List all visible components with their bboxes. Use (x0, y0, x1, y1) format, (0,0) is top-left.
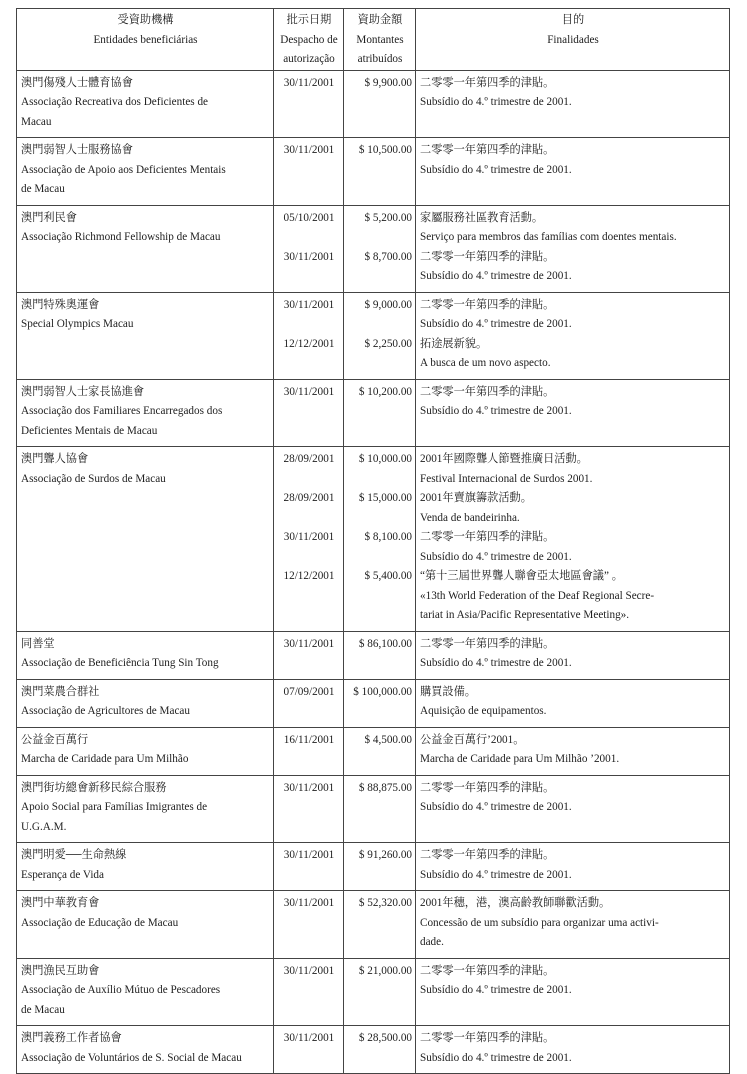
purpose-zh: 購買設備。 (420, 685, 476, 698)
spacer (278, 161, 340, 181)
header-date (274, 9, 344, 71)
grant-date: 30/11/2001 (283, 781, 335, 794)
grant-amount: $ 100,000.00 (353, 685, 412, 698)
spacer (348, 548, 412, 568)
spacer (278, 402, 340, 422)
date-cell (274, 891, 344, 959)
purpose-pt: Festival Internacional de Surdos 2001. (420, 472, 593, 485)
header-amount (344, 9, 416, 71)
entity-name-zh: 澳門中華教育會 (21, 897, 100, 909)
table-row (17, 843, 730, 891)
grant-date: 28/09/2001 (283, 453, 335, 465)
amount-cell (344, 292, 416, 379)
spacer (348, 654, 412, 674)
amount-cell (344, 891, 416, 959)
entity-name-pt: Associação Richmond Fellowship de Macau (21, 231, 221, 243)
table-row (17, 775, 730, 843)
grant-amount: $ 52,320.00 (358, 897, 412, 909)
purpose-zh: 家屬服務社區教育活動。 (420, 211, 544, 224)
spacer (348, 228, 412, 248)
spacer (278, 228, 340, 248)
table-row (17, 379, 730, 447)
header-amount-pt-2: atribuídos (357, 53, 403, 65)
table-row (17, 958, 730, 1026)
spacer (348, 509, 412, 529)
entity-name-pt: Associação Recreativa dos Deficientes de (21, 96, 208, 108)
entity-name-pt: Apoio Social para Famílias Imigrantes de (21, 801, 208, 813)
amount-cell (344, 958, 416, 1026)
spacer (278, 267, 340, 287)
purpose-zh: 二零零一年第四季的津貼。 (420, 250, 555, 263)
entity-name-zh: 澳門街坊總會新移民綜合服務 (21, 781, 167, 794)
date-cell (274, 679, 344, 727)
date-cell (274, 727, 344, 775)
purpose-zh: 二零零一年第四季的津貼。 (420, 385, 555, 398)
grant-date: 16/11/2001 (283, 733, 335, 746)
spacer (348, 315, 412, 335)
header-purpose-pt: Finalidades (547, 33, 599, 46)
entity-name-pt: Associação de Beneficiência Tung Sin Tong (21, 657, 219, 669)
grant-date: 07/09/2001 (283, 685, 335, 698)
spacer (278, 702, 340, 722)
entity-name-pt: Macau (21, 115, 52, 128)
purpose-pt: «13th World Federation of the Deaf Regional Secre- (420, 589, 655, 602)
grant-amount: $ 8,700.00 (364, 250, 412, 263)
date-cell (274, 292, 344, 379)
spacer (348, 866, 412, 886)
header-amount-zh: 資助金額 (357, 14, 403, 26)
purpose-pt: Subsídio do 4.º trimestre de 2001. (420, 657, 572, 669)
grant-date: 05/10/2001 (283, 211, 335, 224)
entity-cell (17, 447, 274, 632)
purpose-pt: Venda de bandeirinha. (420, 511, 520, 524)
grant-amount: $ 9,000.00 (364, 298, 412, 311)
entity-name-zh: 澳門利民會 (21, 211, 77, 224)
entity-cell (17, 1026, 274, 1074)
spacer (278, 93, 340, 113)
entity-cell (17, 70, 274, 138)
entity-cell (17, 138, 274, 206)
entity-name-zh: 澳門菜農合群社 (21, 685, 100, 698)
purpose-pt: Subsídio do 4.º trimestre de 2001. (420, 801, 572, 813)
amount-cell (344, 379, 416, 447)
amount-cell (344, 138, 416, 206)
entity-cell (17, 631, 274, 679)
grant-amount: $ 2,250.00 (364, 337, 412, 350)
entity-name-zh: 同善堂 (21, 637, 55, 650)
amount-cell (344, 679, 416, 727)
purpose-zh: 二零零一年第四季的津貼。 (420, 76, 555, 89)
entity-name-pt: Associação de Surdos de Macau (21, 472, 166, 485)
grant-date: 12/12/2001 (283, 337, 335, 350)
grant-amount: $ 88,875.00 (358, 781, 412, 794)
table-row (17, 138, 730, 206)
spacer (348, 798, 412, 818)
entity-name-pt: de Macau (21, 183, 65, 195)
spacer (348, 981, 412, 1001)
table-row (17, 205, 730, 292)
entity-cell (17, 727, 274, 775)
spacer (278, 981, 340, 1001)
grant-amount: $ 86,100.00 (358, 637, 412, 650)
purpose-cell (416, 775, 730, 843)
spacer (348, 750, 412, 770)
purpose-cell (416, 379, 730, 447)
purpose-cell (416, 679, 730, 727)
spacer (278, 750, 340, 770)
header-date-pt-2: autorização (283, 53, 335, 65)
purpose-zh: 二零零一年第四季的津貼。 (420, 781, 555, 794)
entity-name-zh: 澳門明愛──生命熱線 (21, 849, 127, 861)
grants-table (16, 8, 730, 1074)
header-entities-zh: 受資助機構 (117, 14, 174, 26)
spacer (278, 509, 340, 529)
purpose-cell (416, 447, 730, 632)
grant-amount: $ 21,000.00 (358, 964, 412, 977)
table-row (17, 631, 730, 679)
amount-cell (344, 205, 416, 292)
purpose-zh: 二零零一年第四季的津貼。 (420, 531, 555, 543)
purpose-zh: 二零零一年第四季的津貼。 (420, 298, 555, 311)
table-row (17, 679, 730, 727)
entity-name-zh: 澳門傷殘人士體育協會 (21, 76, 133, 89)
amount-cell (344, 447, 416, 632)
entity-name-pt: Associação de Apoio aos Deficientes Mentais (21, 163, 226, 176)
grant-date: 30/11/2001 (283, 531, 335, 543)
header-purpose-zh: 目的 (561, 14, 585, 26)
entity-cell (17, 775, 274, 843)
spacer (348, 161, 412, 181)
entity-cell (17, 379, 274, 447)
purpose-pt: Subsídio do 4.º trimestre de 2001. (420, 550, 572, 563)
purpose-cell (416, 70, 730, 138)
header-date-pt-1: Despacho de (280, 33, 338, 46)
purpose-pt: Serviço para membros das famílias com doentes mentais. (420, 231, 677, 243)
amount-cell (344, 775, 416, 843)
entity-cell (17, 843, 274, 891)
spacer (348, 354, 412, 374)
date-cell (274, 70, 344, 138)
grant-date: 30/11/2001 (283, 250, 335, 263)
purpose-cell (416, 205, 730, 292)
header-entities (17, 9, 274, 71)
purpose-cell (416, 891, 730, 959)
spacer (278, 866, 340, 886)
grant-date: 30/11/2001 (283, 385, 335, 398)
purpose-pt: A busca de um novo aspecto. (420, 357, 551, 369)
spacer (348, 470, 412, 490)
grant-date: 30/11/2001 (283, 897, 335, 909)
grant-amount: $ 91,260.00 (358, 849, 412, 861)
entity-name-pt: Marcha de Caridade para Um Milhão (21, 753, 189, 765)
spacer (348, 93, 412, 113)
entity-name-pt: Associação dos Familiares Encarregados dos (21, 405, 223, 417)
entity-name-zh: 澳門義務工作者協會 (21, 1032, 122, 1044)
purpose-pt: Subsídio do 4.º trimestre de 2001. (420, 984, 572, 996)
purpose-zh: 2001年賣旗籌款活動。 (420, 492, 532, 504)
purpose-zh: 二零零一年第四季的津貼。 (420, 1032, 555, 1044)
purpose-zh: 二零零一年第四季的津貼。 (420, 849, 555, 861)
amount-cell (344, 70, 416, 138)
date-cell (274, 447, 344, 632)
table-row (17, 447, 730, 632)
purpose-pt: Subsídio do 4.º trimestre de 2001. (420, 270, 572, 282)
purpose-zh: 公益金百萬行’2001。 (420, 733, 525, 746)
header-row (17, 9, 730, 71)
purpose-pt: Subsídio do 4.º trimestre de 2001. (420, 318, 572, 330)
purpose-zh: 2001年國際聾人節暨推廣日活動。 (420, 453, 588, 465)
grant-amount: $ 15,000.00 (358, 492, 412, 504)
spacer (278, 587, 340, 607)
header-purpose (416, 9, 730, 71)
purpose-pt: dade. (420, 936, 444, 948)
spacer (278, 798, 340, 818)
purpose-pt: Subsídio do 4.º trimestre de 2001. (420, 163, 572, 176)
spacer (278, 933, 340, 953)
date-cell (274, 631, 344, 679)
purpose-zh: 二零零一年第四季的津貼。 (420, 964, 555, 977)
purpose-pt: Concessão de um subsídio para organizar uma activi- (420, 916, 659, 929)
header-amount-pt-1: Montantes (356, 33, 404, 46)
amount-cell (344, 1026, 416, 1074)
spacer (348, 606, 412, 626)
purpose-pt: Marcha de Caridade para Um Milhão ’2001. (420, 753, 620, 765)
spacer (278, 548, 340, 568)
grant-date: 30/11/2001 (283, 76, 335, 89)
grant-date: 30/11/2001 (283, 298, 335, 311)
grant-amount: $ 5,400.00 (364, 570, 412, 582)
purpose-cell (416, 292, 730, 379)
entity-name-zh: 公益金百萬行 (21, 733, 89, 746)
spacer (278, 914, 340, 934)
grant-date: 30/11/2001 (283, 849, 335, 861)
purpose-pt: tariat in Asia/Pacific Representative Meeting». (420, 609, 630, 621)
purpose-pt: Aquisição de equipamentos. (420, 705, 547, 717)
entity-name-zh: 澳門弱智人士家長協進會 (21, 385, 145, 398)
header-entities-pt: Entidades beneficiárias (93, 33, 198, 46)
purpose-cell (416, 958, 730, 1026)
spacer (348, 933, 412, 953)
entity-cell (17, 679, 274, 727)
entity-name-pt: Associação de Voluntários de S. Social de Macau (21, 1051, 242, 1064)
entity-name-zh: 澳門漁民互助會 (21, 964, 100, 977)
table-row (17, 1026, 730, 1074)
entity-name-pt: de Macau (21, 1003, 65, 1016)
entity-name-pt: Esperança de Vida (21, 868, 104, 881)
spacer (348, 587, 412, 607)
amount-cell (344, 631, 416, 679)
date-cell (274, 775, 344, 843)
purpose-cell (416, 138, 730, 206)
purpose-cell (416, 727, 730, 775)
date-cell (274, 138, 344, 206)
table-row (17, 292, 730, 379)
spacer (348, 702, 412, 722)
date-cell (274, 958, 344, 1026)
purpose-zh: 二零零一年第四季的津貼。 (420, 637, 555, 650)
amount-cell (344, 843, 416, 891)
entity-cell (17, 205, 274, 292)
spacer (278, 315, 340, 335)
purpose-zh: 2001年穗，港，澳高齡教師聯歡活動。 (420, 897, 611, 909)
entity-name-pt: Special Olympics Macau (21, 318, 134, 330)
purpose-pt: Subsídio do 4.º trimestre de 2001. (420, 96, 572, 108)
purpose-pt: Subsídio do 4.º trimestre de 2001. (420, 405, 572, 417)
grant-amount: $ 10,000.00 (358, 453, 412, 465)
spacer (278, 470, 340, 490)
entity-name-pt: Associação de Auxílio Mútuo de Pescadores (21, 984, 221, 996)
entity-cell (17, 958, 274, 1026)
grant-date: 30/11/2001 (283, 144, 335, 156)
entity-name-pt: Associação de Educação de Macau (21, 916, 179, 929)
spacer (348, 267, 412, 287)
spacer (348, 402, 412, 422)
purpose-pt: Subsídio do 4.º trimestre de 2001. (420, 1051, 572, 1064)
entity-name-pt: Deficientes Mentais de Macau (21, 424, 158, 437)
purpose-zh: 二零零一年第四季的津貼。 (420, 144, 555, 156)
purpose-cell (416, 843, 730, 891)
grant-date: 30/11/2001 (283, 1032, 335, 1044)
grant-amount: $ 10,200.00 (358, 385, 412, 398)
spacer (348, 1049, 412, 1069)
purpose-pt: Subsídio do 4.º trimestre de 2001. (420, 868, 572, 881)
entity-name-pt: U.G.A.M. (21, 820, 67, 833)
grant-date: 28/09/2001 (283, 492, 335, 504)
header-date-zh: 批示日期 (286, 14, 332, 26)
grant-amount: $ 8,100.00 (364, 531, 412, 543)
grant-amount: $ 4,500.00 (364, 733, 412, 746)
date-cell (274, 843, 344, 891)
date-cell (274, 205, 344, 292)
spacer (278, 654, 340, 674)
grant-amount: $ 10,500.00 (358, 144, 412, 156)
purpose-cell (416, 631, 730, 679)
spacer (278, 354, 340, 374)
spacer (278, 606, 340, 626)
spacer (348, 914, 412, 934)
date-cell (274, 379, 344, 447)
grant-amount: $ 9,900.00 (364, 76, 412, 89)
table-row (17, 727, 730, 775)
table-row (17, 891, 730, 959)
grant-amount: $ 28,500.00 (358, 1032, 412, 1044)
purpose-zh: 拓途展新貌。 (420, 337, 488, 350)
table-row (17, 70, 730, 138)
grant-date: 30/11/2001 (283, 637, 335, 650)
purpose-cell (416, 1026, 730, 1074)
purpose-zh: “第十三屆世界聾人聯會亞太地區會議” 。 (420, 570, 623, 582)
grant-date: 12/12/2001 (283, 570, 335, 582)
entity-name-zh: 澳門弱智人士服務協會 (21, 144, 133, 156)
entity-cell (17, 891, 274, 959)
amount-cell (344, 727, 416, 775)
spacer (278, 1049, 340, 1069)
grant-amount: $ 5,200.00 (364, 211, 412, 224)
entity-name-pt: Associação de Agricultores de Macau (21, 705, 190, 717)
entity-name-zh: 澳門聾人協會 (21, 453, 89, 465)
entity-name-zh: 澳門特殊奧運會 (21, 298, 100, 311)
grant-date: 30/11/2001 (283, 964, 335, 977)
entity-cell (17, 292, 274, 379)
date-cell (274, 1026, 344, 1074)
